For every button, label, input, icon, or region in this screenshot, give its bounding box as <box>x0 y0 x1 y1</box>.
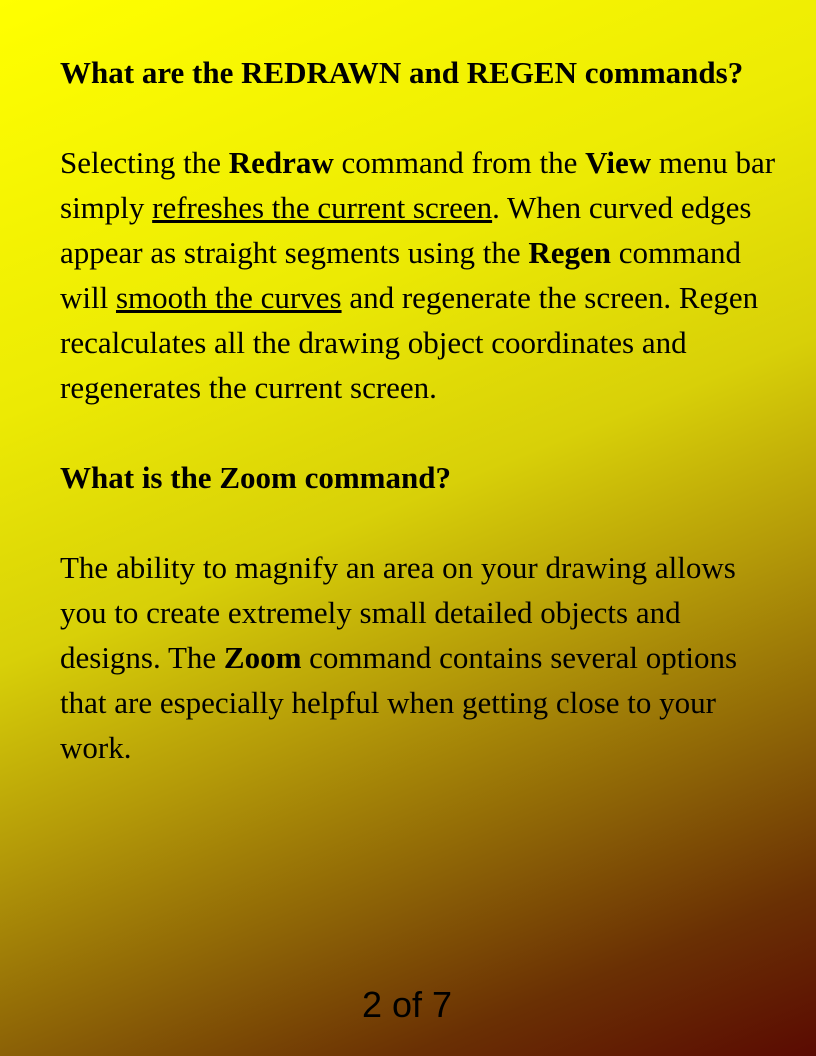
redraw-regen-question: What are the REDRAWN and REGEN commands? <box>60 55 744 90</box>
text-run: command contains several options that are especially helpful when getting close to your work. <box>60 640 738 765</box>
smooth-curves-link[interactable]: smooth the curves <box>115 280 342 315</box>
text-run: menu bar simply <box>60 145 776 225</box>
text-run: The ability to magnify an area on your drawing allows you to create extremely small detailed objects and designs. The <box>60 550 736 675</box>
text-run: Selecting the <box>60 145 229 180</box>
page-indicator: 2 of 7 <box>362 984 453 1025</box>
view-term: View <box>585 145 652 180</box>
spacer <box>60 410 780 455</box>
regen-term: Regen <box>528 235 611 270</box>
refresh-screen-link[interactable]: refreshes the current screen <box>152 190 493 225</box>
text-run: command from the <box>333 145 586 180</box>
zoom-question: What is the Zoom command? <box>60 460 451 495</box>
zoom-answer <box>60 545 780 770</box>
redraw-term: Redraw <box>228 145 334 180</box>
slide-content <box>60 50 780 770</box>
spacer <box>60 500 780 545</box>
text-run: . When curved edges appear as straight segments using the <box>60 190 752 270</box>
text-run: command will <box>60 235 741 315</box>
redraw-regen-answer <box>60 140 780 410</box>
zoom-term: Zoom <box>223 640 302 675</box>
text-run: and regenerate the screen. Regen recalculates all the drawing object coordinates and regenerates the current screen. <box>60 280 759 405</box>
spacer <box>60 95 780 140</box>
